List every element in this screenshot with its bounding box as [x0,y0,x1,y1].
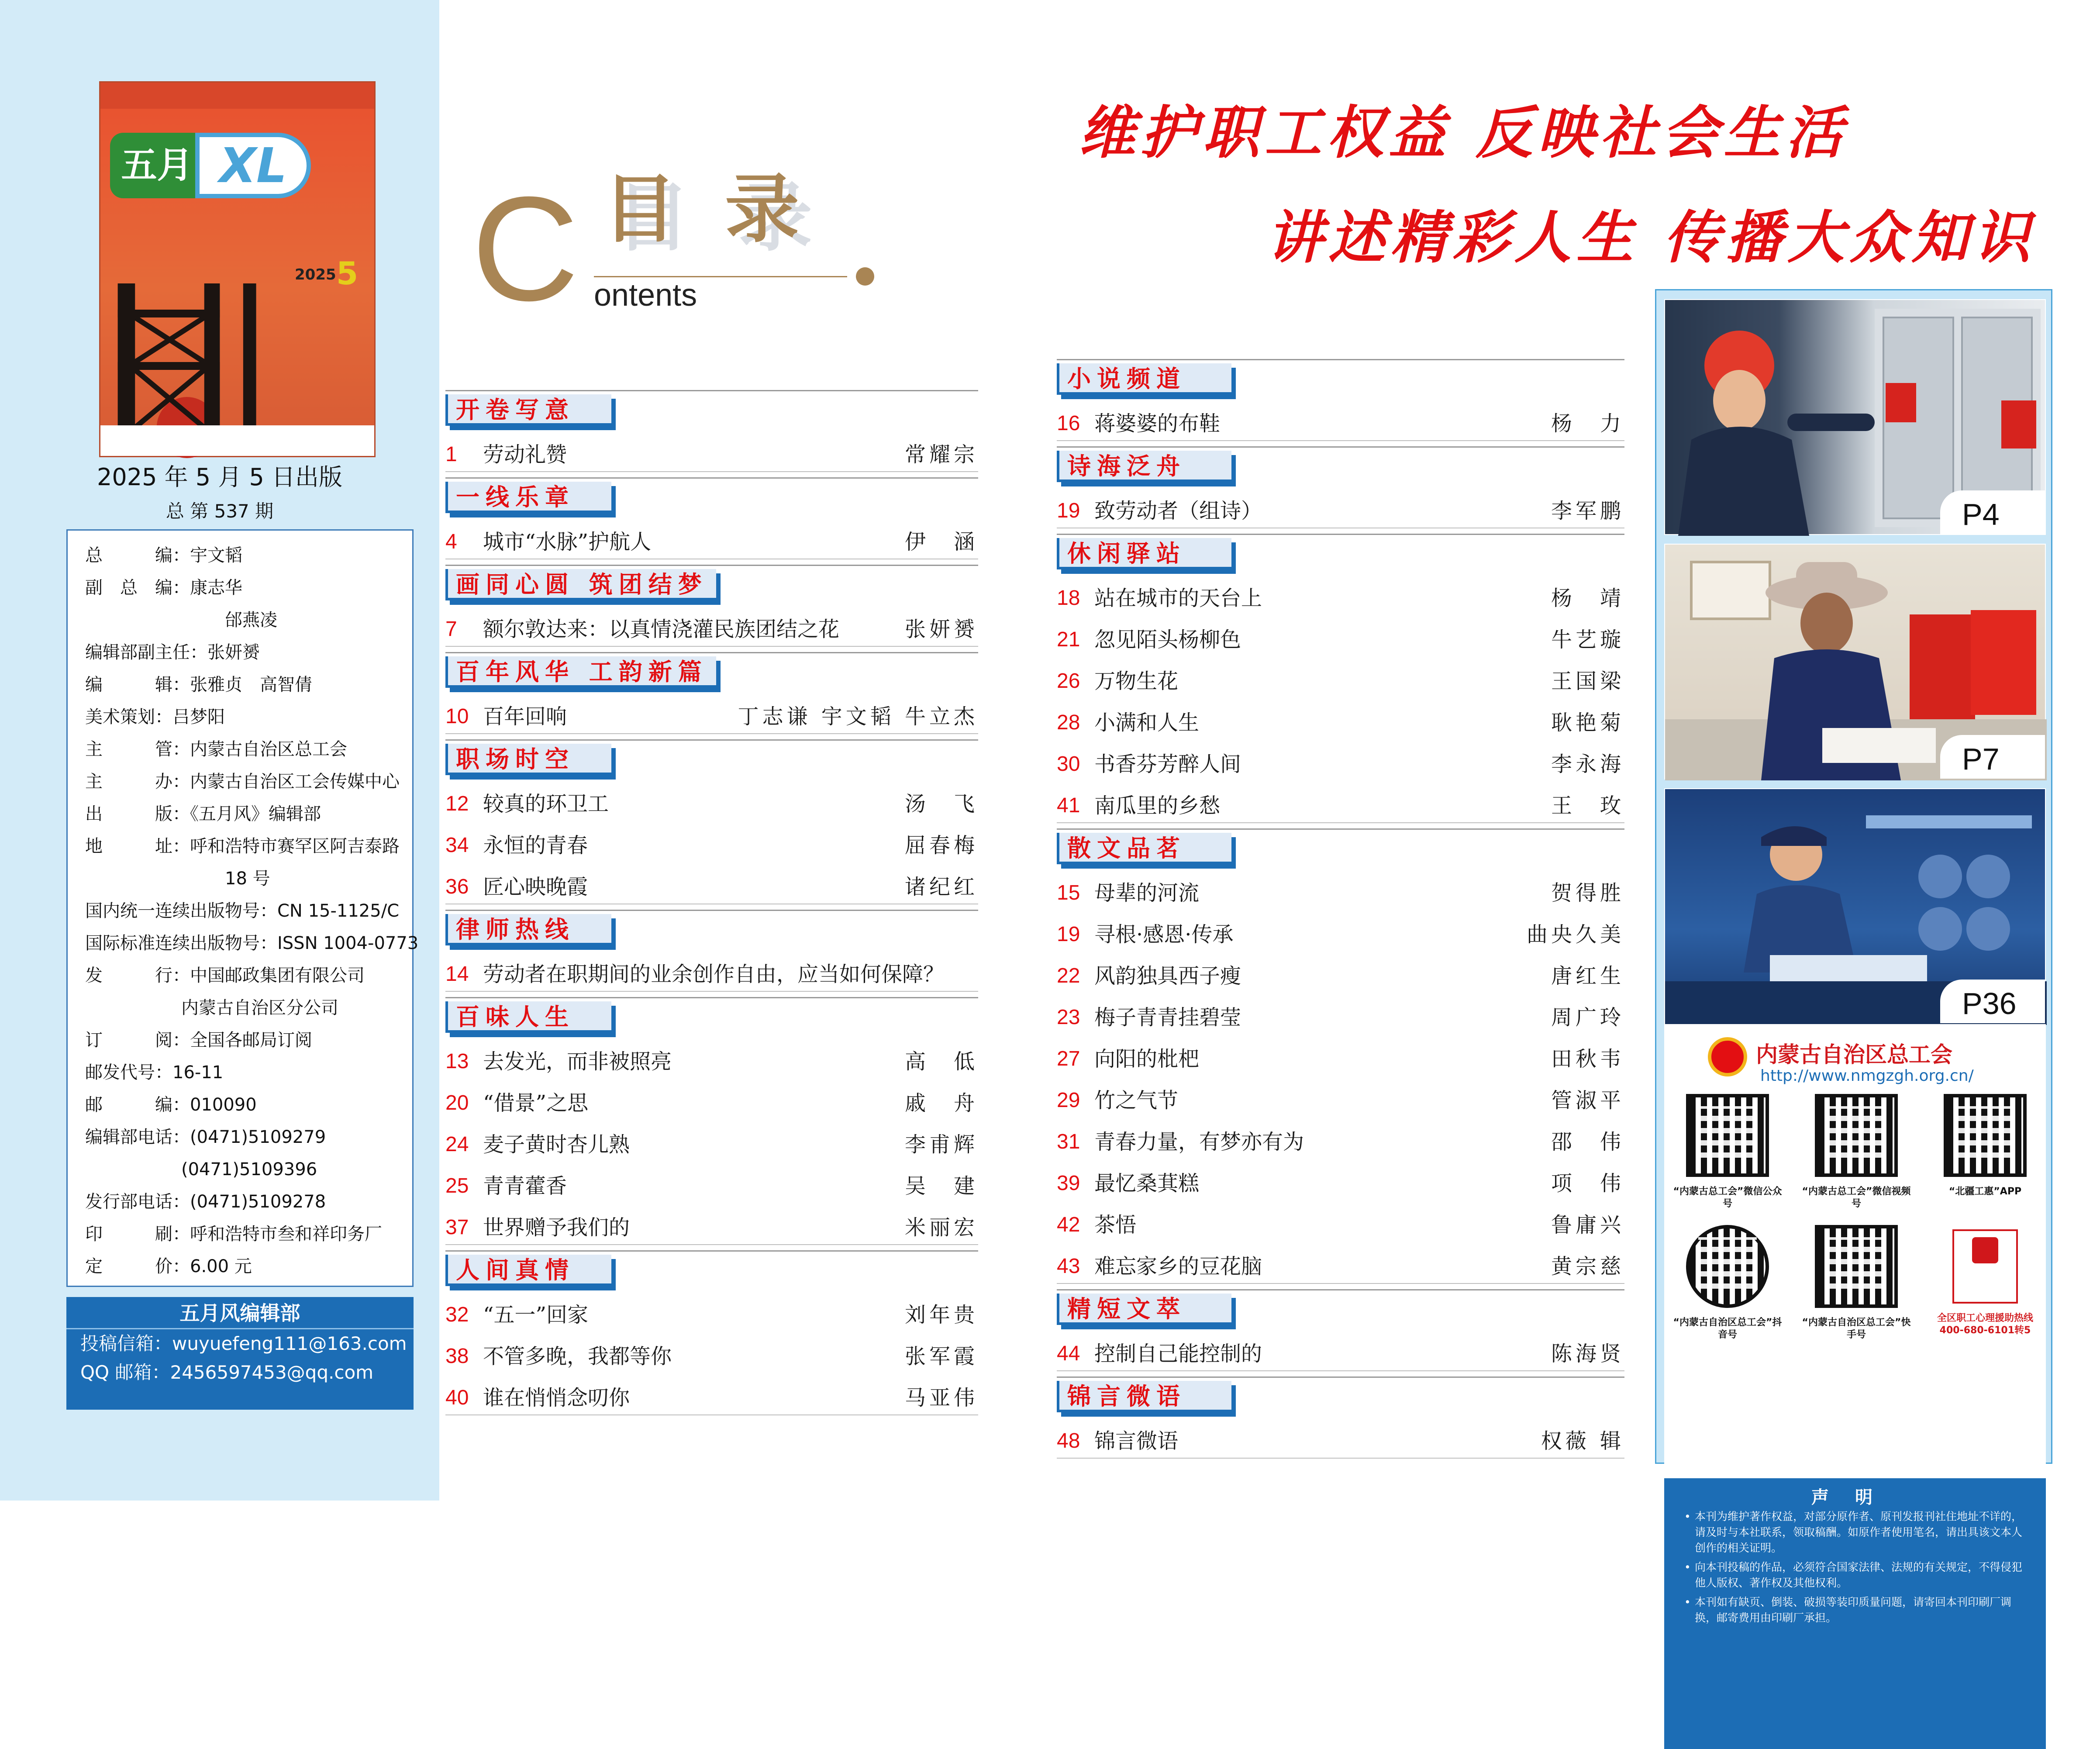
cover-top-strip [100,83,374,109]
union-url-link[interactable]: http://www.nmgzgh.org.cn/ [1760,1067,1974,1085]
toc-entry[interactable] [445,1127,978,1162]
entry-rule [1057,440,1624,441]
toc-article-title: 城市“水脉”护航人 [483,530,652,554]
toc-author: 李甫辉 [904,1132,978,1157]
toc-page-number: 28 [1057,711,1080,734]
union-qr-panel [1664,1024,2046,1474]
toc-section-header [1057,446,1624,480]
toc-entry[interactable] [1057,622,1624,657]
entry-rule [1057,1458,1624,1459]
toc-author: 马亚伟 [904,1386,978,1410]
photo-p4-electrician[interactable] [1664,299,2046,535]
toc-article-title: 书香芬芳醉人间 [1094,752,1241,776]
toc-page-number: 16 [1057,412,1080,435]
masthead-line: 出 版：《五月风》编辑部 [85,804,321,824]
toc-article-title: 南瓜里的乡愁 [1094,793,1221,818]
toc-article-title: 站在城市的天台上 [1094,586,1262,611]
toc-page-number: 19 [1057,499,1080,522]
toc-entry[interactable] [1057,1249,1624,1284]
toc-author: 杨 力 [1551,411,1624,436]
toc-entry[interactable] [445,612,978,647]
toc-article-title: 小满和人生 [1094,711,1200,735]
toc-page-number: 21 [1057,628,1080,651]
publication-date: 2025 年 5 月 5 日出版 [97,463,342,491]
toc-article-title: 不管多晚，我都等你 [483,1344,672,1369]
toc-page-number: 31 [1057,1130,1080,1153]
toc-page-number: 15 [1057,881,1080,904]
toc-article-title: 竹之气节 [1094,1088,1179,1113]
toc-entry[interactable] [1057,1166,1624,1201]
qr-caption-app: “北疆工惠”APP [1948,1186,2022,1197]
toc-author: 高 低 [904,1049,978,1074]
toc-page-number: 48 [1057,1429,1080,1452]
toc-entry[interactable] [445,1169,978,1204]
section-label: 散文品茗 [1067,835,1186,862]
toc-page-number: 41 [1057,794,1080,817]
masthead-line: 编辑部副主任：张妍赟 [85,642,260,662]
toc-entry[interactable] [1057,1207,1624,1242]
toc-entry[interactable] [445,957,978,992]
toc-article-title: 麦子黄时杏儿熟 [483,1132,630,1157]
section-rule [445,390,978,391]
masthead-line: 总 编：宇文韬 [85,545,242,566]
toc-page-number: 18 [1057,586,1080,610]
toc-page-number: 7 [445,617,457,641]
masthead-line: 邰燕凌 [225,610,277,630]
masthead-line: 地 址：呼和浩特市赛罕区阿吉泰路 [85,836,400,856]
toc-author: 吴 建 [904,1174,978,1198]
toc-section-header [445,1250,978,1284]
masthead-line: 国内统一连续出版物号：CN 15-1125/C [85,901,400,921]
toc-author: 鲁庸兴 [1551,1213,1624,1237]
contents-dot [856,267,874,286]
notice-item: • 本刊如有缺页、倒装、破损等装印质量问题，请寄回本刊印刷厂调换，邮寄费用由印刷厂承担。 [1664,1594,2046,1626]
toc-author: 张妍赟 [904,617,978,642]
toc-page-number: 43 [1057,1255,1080,1278]
toc-section-header [445,739,978,773]
section-rule [445,910,978,911]
toc-entry[interactable] [1057,493,1624,528]
toc-entry[interactable] [445,524,978,559]
toc-page-number: 30 [1057,752,1080,776]
toc-entry[interactable] [445,787,978,821]
toc-article-title: 忽见陌头杨柳色 [1094,628,1241,652]
masthead-line: 美术策划：吕梦阳 [85,707,225,727]
toc-page-number: 14 [445,962,469,986]
toc-author: 丁志谦 宇文韬 牛立杰 [738,704,978,729]
masthead-line: 编辑部电话：(0471)5109279 [85,1127,326,1147]
toc-section-header [1057,534,1624,567]
toc-article-title: 难忘家乡的豆花脑 [1094,1254,1262,1279]
section-rule [1057,359,1624,360]
section-rule [445,1250,978,1252]
toc-entry[interactable] [1057,1000,1624,1035]
entry-rule [1057,1283,1624,1284]
qr-caption-douyin: “内蒙古自治区总工会”抖音号 [1673,1317,1782,1340]
toc-page-number: 24 [445,1133,469,1156]
entry-rule [445,1244,978,1245]
total-issue-number: 总 第 537 期 [166,500,274,522]
editorial-contact-box [66,1297,414,1410]
toc-section-header [445,652,978,686]
toc-entry[interactable] [1057,788,1624,823]
toc-article-title: 青春力量，有梦亦有为 [1094,1130,1304,1154]
toc-author: 刘年贵 [904,1303,978,1327]
toc-article-title: 蒋婆婆的布鞋 [1094,411,1221,436]
masthead-line: 主 管：内蒙古自治区总工会 [85,739,347,759]
toc-article-title: 致劳动者（组诗） [1094,499,1262,523]
toc-page-number: 13 [445,1050,469,1073]
toc-article-title: 去发光，而非被照亮 [483,1049,672,1074]
toc-entry[interactable] [1057,1424,1624,1459]
toc-author: 张军霞 [904,1344,978,1369]
toc-entry[interactable] [445,1380,978,1415]
hotline-icon [1952,1229,2018,1304]
cover-logo-xl: XL [195,133,311,198]
contents-word: ontents [594,278,697,313]
toc-author: 唐红生 [1551,964,1624,988]
toc-article-title: 风韵独具西子瘦 [1094,964,1241,988]
toc-section-header [445,477,978,511]
toc-page-number: 29 [1057,1089,1080,1112]
toc-entry[interactable] [445,1086,978,1121]
toc-page-number: 10 [445,705,469,728]
toc-page-number: 44 [1057,1342,1080,1365]
toc-author: 常耀宗 [904,442,978,467]
toc-page-number: 32 [445,1303,469,1326]
toc-entry[interactable] [1057,1336,1624,1371]
toc-section-header [445,565,978,598]
toc-article-title: 劳动者在职期间的业余创作自由，应当如何保障？ [483,962,945,987]
editorial-email[interactable]: 投稿信箱：wuyuefeng111@163.com [80,1333,407,1354]
cover-logo [110,133,311,198]
section-label: 诗海泛舟 [1067,452,1186,480]
photo-tag-p4: P4 [1940,490,2045,534]
masthead-line: 发行部电话：(0471)5109278 [85,1192,326,1212]
cover-logo-text: 五月 [110,133,204,198]
contents-title: 目录 [603,166,848,253]
masthead-line: 编 辑：张雅贞 高智倩 [85,675,312,695]
toc-entry[interactable] [445,437,978,472]
toc-article-title: 万物生花 [1094,669,1179,693]
toc-page-number: 20 [445,1091,469,1114]
toc-author: 诸纪红 [904,875,978,899]
toc-author: 陈海贤 [1551,1342,1624,1366]
toc-author: 米丽宏 [904,1215,978,1240]
qr-code-wechat-official[interactable] [1686,1094,1769,1177]
qr-caption-kuaishou: “内蒙古自治区总工会”快手号 [1802,1317,1911,1340]
masthead-line: 发 行：中国邮政集团有限公司 [85,966,365,986]
toc-author: 项 伟 [1551,1171,1624,1196]
toc-page-number: 26 [1057,669,1080,693]
toc-entry[interactable] [1057,1083,1624,1118]
section-label: 小说频道 [1067,365,1186,393]
toc-article-title: 最忆桑萁糕 [1094,1171,1200,1196]
left-panel [0,0,439,1501]
toc-section-header [1057,1289,1624,1323]
toc-article-title: 控制自己能控制的 [1094,1342,1262,1366]
section-label: 画同心圆 筑团结梦 [456,571,708,598]
entry-rule [445,646,978,647]
toc-page-number: 25 [445,1174,469,1197]
masthead-line: 主 办：内蒙古自治区工会传媒中心 [85,772,400,792]
section-label: 锦言微语 [1067,1383,1186,1410]
entry-rule [445,733,978,734]
slogan-line-1: 维护职工权益 反映社会生活 [1079,99,1848,166]
section-rule [445,565,978,566]
toc-page-number: 12 [445,792,469,815]
toc-page-number: 37 [445,1216,469,1239]
notice-item: • 本刊为维护著作权益，对部分原作者、原刊发报刊社住地址不详的，请及时与本社联系，领取稿酬。如原作者使用笔名，请出具该文本人创作的相关证明。 [1664,1509,2046,1556]
toc-section-header [1057,1376,1624,1410]
statement-notice [1664,1478,2046,1749]
toc-author: 邵 伟 [1551,1130,1624,1154]
toc-entry[interactable] [1057,876,1624,911]
cover-issue: 5 [336,255,359,292]
toc-page-number: 40 [445,1386,469,1409]
toc-author: 屈春梅 [904,833,978,858]
masthead-line: 内蒙古自治区分公司 [181,998,338,1018]
toc-entry[interactable] [445,1297,978,1332]
qr-caption-wechat-video: “内蒙古总工会”微信视频号 [1802,1186,1911,1209]
toc-author: 田秋韦 [1551,1047,1624,1071]
toc-article-title: 锦言微语 [1094,1429,1179,1453]
section-label: 职场时空 [456,745,575,773]
toc-page-number: 23 [1057,1006,1080,1029]
qr-code-wechat-video[interactable] [1815,1094,1898,1177]
section-rule [445,652,978,653]
toc-entry[interactable] [1057,747,1624,782]
toc-page-number: 36 [445,875,469,898]
toc-page-number: 19 [1057,923,1080,946]
toc-page-number: 34 [445,834,469,857]
section-rule [1057,534,1624,535]
contents-logo [472,166,886,332]
section-rule [445,739,978,741]
toc-entry[interactable] [1057,959,1624,994]
photo-p7-writer[interactable] [1664,544,2046,780]
toc-entry[interactable] [445,828,978,863]
toc-page-number: 1 [445,443,457,466]
toc-entry[interactable] [1057,664,1624,699]
toc-article-title: 寻根·感恩·传承 [1094,922,1234,947]
toc-page-number: 39 [1057,1172,1080,1195]
toc-author: 管淑平 [1551,1088,1624,1113]
toc-author: 伊 涵 [904,530,978,554]
toc-entry[interactable] [445,1210,978,1245]
toc-author: 黄宗慈 [1551,1254,1624,1279]
masthead-line: 国际标准连续出版物号：ISSN 1004-0773 [85,933,419,953]
editorial-qq-email[interactable]: QQ 邮箱：2456597453@qq.com [80,1362,374,1383]
toc-page-number: 22 [1057,964,1080,987]
qr-code-douyin[interactable] [1686,1225,1769,1308]
toc-article-title: “借景”之思 [483,1091,589,1115]
toc-entry[interactable] [1057,917,1624,952]
toc-author: 耿艳菊 [1551,711,1624,735]
section-label: 人间真情 [456,1256,575,1284]
entry-rule [1057,1370,1624,1371]
toc-article-title: 较真的环卫工 [483,792,609,816]
notice-item: • 向本刊投稿的作品，必须符合国家法律、法规的有关规定，不得侵犯他人版权、著作权及其他权利。 [1664,1559,2046,1591]
toc-author: 李军鹏 [1551,499,1624,523]
section-label: 百味人生 [456,1003,575,1031]
masthead-line: 定 价：6.00 元 [85,1256,252,1276]
section-rule [445,997,978,998]
toc-article-title: 向阳的枇杷 [1094,1047,1200,1071]
entry-rule [445,1414,978,1415]
toc-page-number: 38 [445,1345,469,1368]
toc-author: 王 玫 [1551,793,1624,818]
toc-author: 牛艺璇 [1551,628,1624,652]
notice-title: 声明 [1811,1487,1899,1508]
qr-code-app[interactable] [1944,1094,2027,1177]
toc-article-title: 劳动礼赞 [483,442,567,467]
cover-year: 2025 [295,266,336,283]
toc-page-number: 42 [1057,1213,1080,1236]
toc-page-number: 27 [1057,1047,1080,1070]
toc-entry[interactable] [1057,406,1624,441]
hotline-caption: 全区职工心理援助热线 400-680-6101转5 [1937,1313,2033,1336]
masthead-line: 印 刷：呼和浩特市叁和祥印务厂 [85,1224,382,1244]
toc-section-header [445,390,978,424]
toc-entry[interactable] [1057,1125,1624,1159]
toc-entry[interactable] [1057,581,1624,616]
magazine-cover[interactable] [99,81,376,457]
entry-rule [445,471,978,472]
masthead-line: 邮发代号：16-11 [85,1063,224,1083]
toc-article-title: 青青藿香 [483,1174,567,1198]
right-sidebar [1655,289,2052,1624]
section-rule [445,477,978,479]
cover-steel-tower-art [100,283,374,441]
toc-article-title: 茶悟 [1094,1213,1137,1237]
toc-section-header [1057,828,1624,862]
toc-entry[interactable] [1057,705,1624,740]
toc-article-title: 永恒的青春 [483,833,588,858]
toc-entry[interactable] [445,699,978,734]
toc-article-title: 额尔敦达来：以真情浇灌民族团结之花 [483,617,840,642]
toc-entry[interactable] [1057,1042,1624,1076]
toc-article-title: 百年回响 [483,704,567,729]
toc-entry[interactable] [445,1044,978,1079]
toc-section-header [445,910,978,943]
masthead-line: 副 总 编：康志华 [85,578,242,598]
photo-tag-p7: P7 [1940,735,2045,779]
section-rule [1057,828,1624,830]
union-name: 内蒙古自治区总工会 [1756,1042,1952,1067]
toc-entry[interactable] [445,869,978,904]
toc-section-header [445,997,978,1031]
section-label: 律师热线 [456,916,575,943]
toc-author: 汤 飞 [904,792,978,816]
toc-article-title: 梅子青青挂碧莹 [1094,1005,1241,1030]
section-label: 一线乐章 [456,483,575,511]
toc-author: 权薇 辑 [1541,1429,1624,1453]
section-label: 开卷写意 [456,396,575,424]
masthead-info-box [66,529,419,1287]
toc-author: 戚 舟 [904,1091,978,1115]
entry-rule [1057,822,1624,823]
toc-author: 周广玲 [1551,1005,1624,1030]
photo-p36-machinist[interactable] [1664,788,2046,1024]
masthead-line: 订 阅：全国各邮局订阅 [85,1030,312,1050]
toc-author: 李永海 [1551,752,1624,776]
toc-article-title: 母辈的河流 [1094,881,1200,905]
toc-page-number: 4 [445,530,457,553]
masthead-line: 邮 编：010090 [85,1095,257,1115]
entry-rule [445,991,978,992]
toc-article-title: 世界赠予我们的 [483,1215,630,1240]
union-emblem-icon [1708,1037,1747,1076]
toc-entry[interactable] [445,1339,978,1374]
cover-barcode-strip [100,425,374,456]
toc-author: 王国梁 [1551,669,1624,693]
qr-code-kuaishou[interactable] [1815,1225,1898,1308]
toc-author: 贺得胜 [1551,881,1624,905]
photo-tag-p36: P36 [1940,980,2045,1023]
editorial-title: 五月风编辑部 [66,1297,414,1329]
section-rule [1057,446,1624,448]
section-label: 休闲驿站 [1067,540,1186,567]
slogan-line-2: 讲述精彩人生 传播大众知识 [1266,204,2036,271]
contents-big-letter: C [472,166,579,332]
qr-caption-wechat-official: “内蒙古总工会”微信公众号 [1673,1186,1782,1209]
toc-author: 杨 靖 [1551,586,1624,611]
toc-author: 曲央久美 [1526,922,1624,947]
section-rule [1057,1376,1624,1378]
toc-article-title: 匠心映晚霞 [483,875,588,899]
toc-article-title: “五一”回家 [483,1303,589,1327]
masthead-line: (0471)5109396 [181,1159,317,1180]
toc-article-title: 谁在悄悄念叨你 [483,1386,630,1410]
masthead-line: 18 号 [225,869,270,889]
section-label: 百年风华 工韵新篇 [456,658,708,686]
toc-section-header [1057,359,1624,393]
section-label: 精短文萃 [1067,1295,1186,1323]
section-rule [1057,1289,1624,1290]
